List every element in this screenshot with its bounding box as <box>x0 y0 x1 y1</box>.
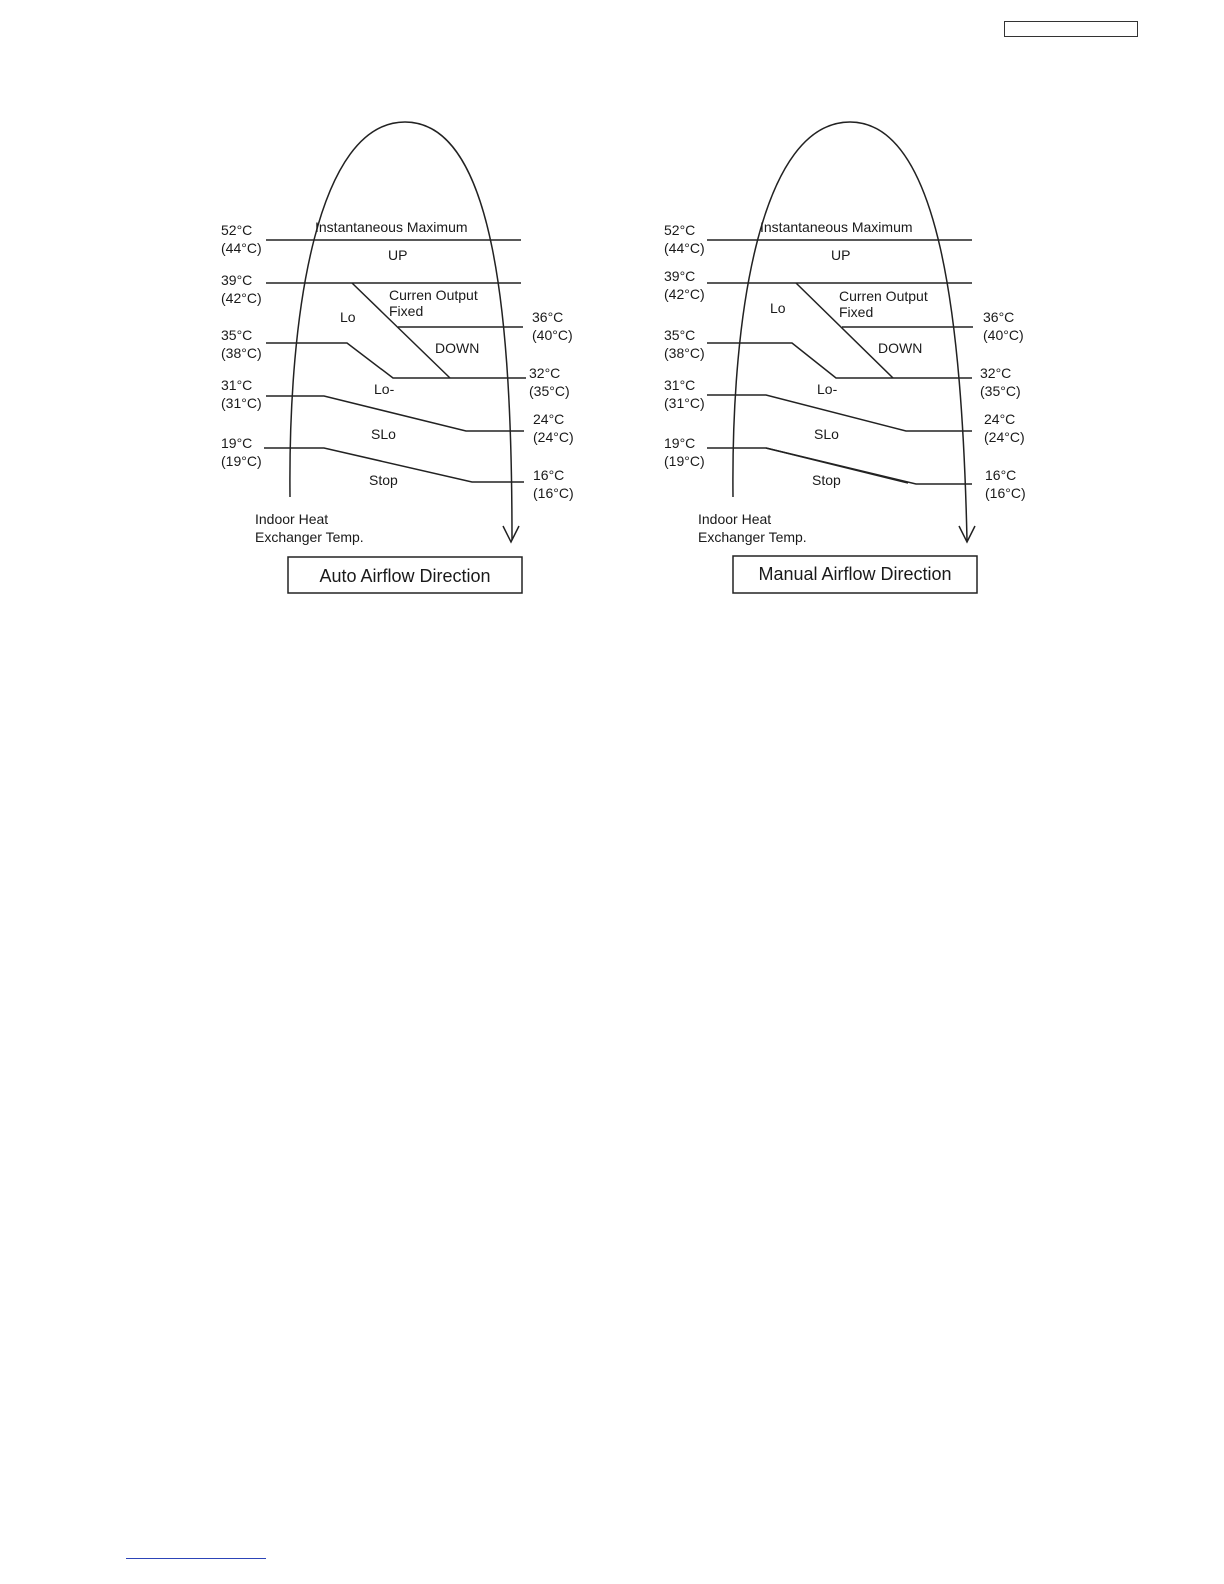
left-label: (19°C) <box>221 453 262 469</box>
zone-label-fixed: Fixed <box>839 304 874 320</box>
zone-label-instantaneous-maximum: Instantaneous Maximum <box>760 219 913 235</box>
zone-label-curren-output: Curren Output <box>839 288 928 304</box>
right-label: 16°C <box>985 467 1017 483</box>
left-label: (44°C) <box>221 240 262 256</box>
right-label: (16°C) <box>533 485 574 501</box>
left-label: 19°C <box>664 435 696 451</box>
left-label: (31°C) <box>664 395 705 411</box>
right-label: 36°C <box>532 309 564 325</box>
zone-label-stop: Stop <box>369 472 398 488</box>
panel-manual <box>664 122 1026 593</box>
zone-label-stop: Stop <box>812 472 841 488</box>
left-label: 52°C <box>664 222 696 238</box>
left-label: 31°C <box>664 377 696 393</box>
zone-label-slo: SLo <box>371 426 396 442</box>
left-label: 35°C <box>664 327 696 343</box>
threshold-line-31-24 <box>707 395 972 431</box>
left-label: (42°C) <box>221 290 262 306</box>
zone-label-up: UP <box>388 247 408 263</box>
left-label: (31°C) <box>221 395 262 411</box>
left-label: 39°C <box>221 272 253 288</box>
zone-label-fixed: Fixed <box>389 303 424 319</box>
left-label: (19°C) <box>664 453 705 469</box>
temperature-curve <box>733 122 967 540</box>
zone-label-lo-minus: Lo- <box>374 381 395 397</box>
right-label: (40°C) <box>532 327 573 343</box>
zone-label-instantaneous-maximum: Instantaneous Maximum <box>315 219 468 235</box>
axis-caption: Exchanger Temp. <box>698 529 807 545</box>
right-label: (40°C) <box>983 327 1024 343</box>
zone-label-lo: Lo <box>770 300 786 316</box>
left-label: (42°C) <box>664 286 705 302</box>
zone-label-down: DOWN <box>878 340 923 356</box>
panel-title: Manual Airflow Direction <box>758 564 952 584</box>
left-label: 31°C <box>221 377 253 393</box>
right-label: 24°C <box>533 411 565 427</box>
threshold-line-35-32 <box>707 343 972 378</box>
left-label: 35°C <box>221 327 253 343</box>
right-label: (24°C) <box>984 429 1025 445</box>
left-label: (44°C) <box>664 240 705 256</box>
right-label: (24°C) <box>533 429 574 445</box>
axis-caption: Indoor Heat <box>698 511 772 527</box>
right-label: (35°C) <box>529 383 570 399</box>
left-label: (38°C) <box>221 345 262 361</box>
panel-auto <box>221 122 574 593</box>
axis-caption: Indoor Heat <box>255 511 329 527</box>
right-label: (35°C) <box>980 383 1021 399</box>
zone-label-curren-output: Curren Output <box>389 287 478 303</box>
right-label: 16°C <box>533 467 565 483</box>
left-label: (38°C) <box>664 345 705 361</box>
right-label: 36°C <box>983 309 1015 325</box>
threshold-line-35-32 <box>266 343 526 378</box>
right-label: 32°C <box>980 365 1012 381</box>
curve-arrowhead <box>503 526 519 542</box>
right-label: 24°C <box>984 411 1016 427</box>
panel-title: Auto Airflow Direction <box>319 566 491 586</box>
zone-label-lo: Lo <box>340 309 356 325</box>
left-label: 52°C <box>221 222 253 238</box>
right-label: 32°C <box>529 365 561 381</box>
right-label: (16°C) <box>985 485 1026 501</box>
zone-label-down: DOWN <box>435 340 480 356</box>
zone-label-slo: SLo <box>814 426 839 442</box>
zone-label-lo-minus: Lo- <box>817 381 838 397</box>
left-label: 19°C <box>221 435 253 451</box>
left-label: 39°C <box>664 268 696 284</box>
axis-caption: Exchanger Temp. <box>255 529 364 545</box>
zone-label-up: UP <box>831 247 851 263</box>
